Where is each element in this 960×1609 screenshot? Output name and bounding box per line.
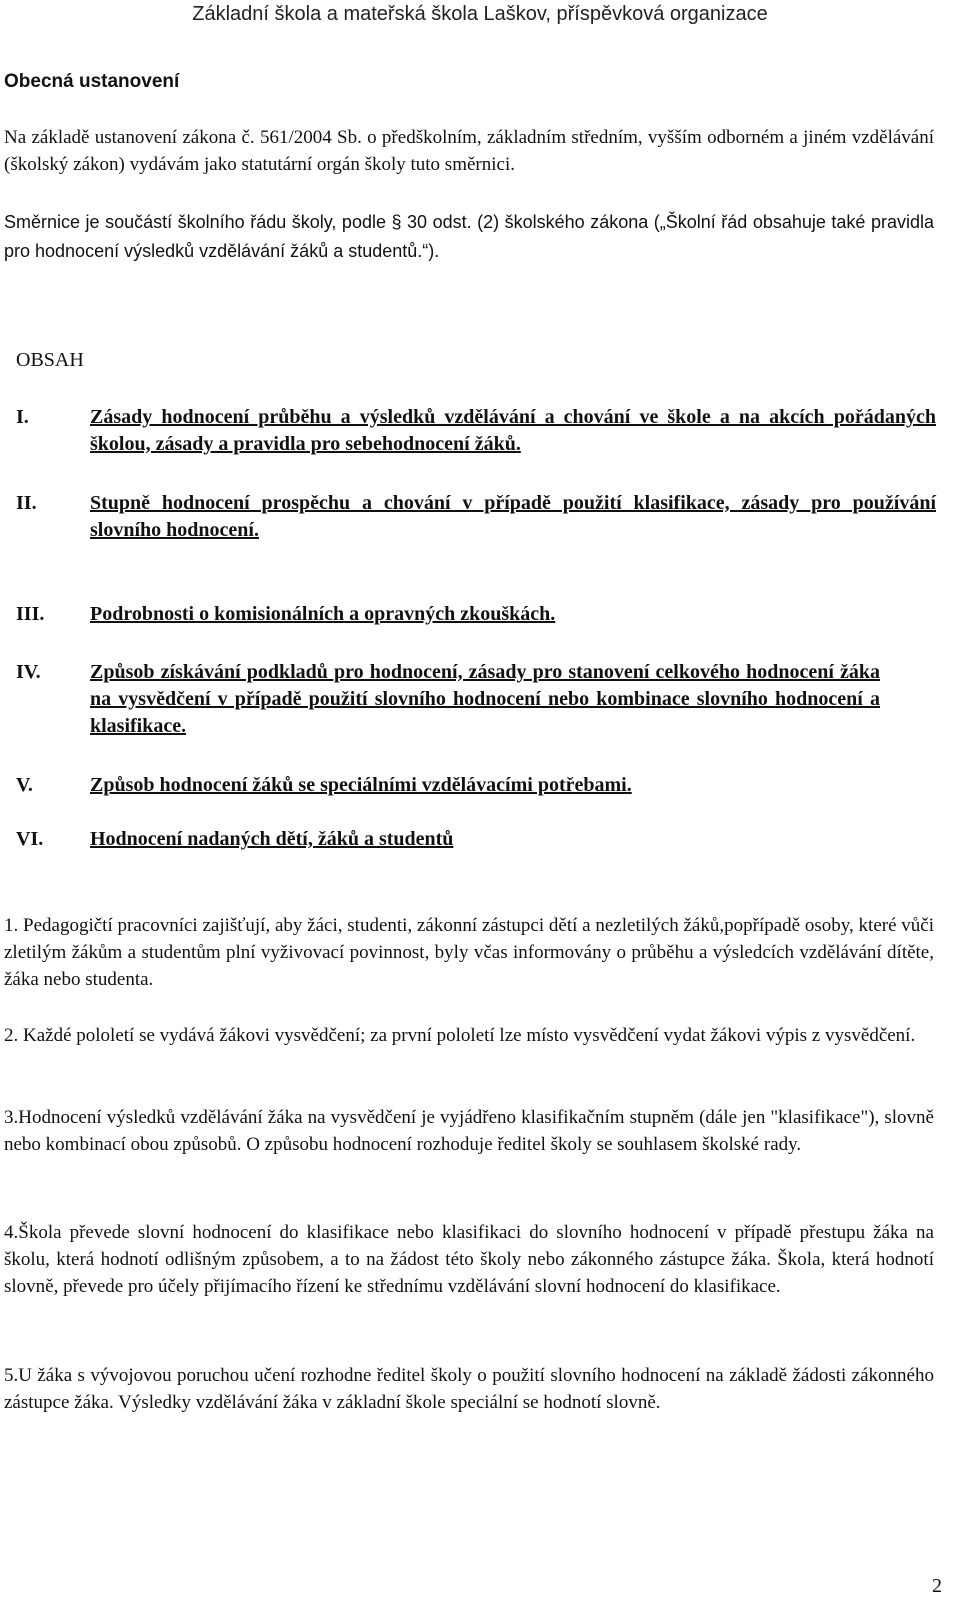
page-header-school-name: Základní škola a mateřská škola Laškov, příspěvková organizace <box>192 3 768 25</box>
toc-item-number: V. <box>16 774 33 796</box>
intro-paragraph-2: Směrnice je součástí školního řádu školy, podle § 30 odst. (2) školského zákona („Školní řád obsahuje také pravidla pro hodnocení výsledků vzdělávání žáků a studentů.“). <box>4 212 934 261</box>
toc-title: OBSAH <box>16 349 84 371</box>
toc-item-text: Hodnocení nadaných dětí, žáků a studentů <box>90 828 454 850</box>
rule-paragraph-1: 1. Pedagogičtí pracovníci zajišťují, aby žáci, studenti, zákonní zástupci dětí a nezletilých žáků,popřípadě osoby, které vůči zletilým žákům a studentům plní vyživovací povinnost, byly včas informovány o průběhu a výsledcích vzdělávání dítěte, žáka nebo studenta. <box>4 915 934 990</box>
rule-paragraph-2: 2. Každé pololetí se vydává žákovi vysvědčení; za první pololetí lze místo vysvědčení vydat žákovi výpis z vysvědčení. <box>4 1025 916 1046</box>
toc-item-text: Podrobnosti o komisionálních a opravných zkouškách. <box>90 603 556 625</box>
toc-item-text: Zásady hodnocení průběhu a výsledků vzdělávání a chování ve škole a na akcích pořádaných školou, zásady a pravidla pro sebehodnocení žáků. <box>90 406 936 455</box>
rule-paragraph-4: 4.Škola převede slovní hodnocení do klasifikace nebo klasifikaci do slovního hodnocení v případě přestupu žáka na školu, která hodnotí odlišným způsobem, a to na žádost této školy nebo zákonného zástupce žáka. Škola, která hodnotí slovně, převede pro účely přijímacího řízení ke střednímu vzdělávání slovní hodnocení do klasifikace. <box>4 1222 934 1297</box>
toc-item-text: Způsob hodnocení žáků se speciálními vzdělávacími potřebami. <box>90 774 632 796</box>
intro-paragraph-1: Na základě ustanovení zákona č. 561/2004 Sb. o předškolním, základním středním, vyšším odborném a jiném vzdělávání (školský zákon) vydávám jako statutární orgán školy tuto směrnici. <box>4 127 934 175</box>
toc-item-number: IV. <box>16 661 41 683</box>
toc-item-number: I. <box>16 406 29 428</box>
rule-paragraph-5: 5.U žáka s vývojovou poruchou učení rozhodne ředitel školy o použití slovního hodnocení na základě žádosti zákonného zástupce žáka. Výsledky vzdělávání žáka v základní škole speciální se hodnotí slovně. <box>4 1365 934 1413</box>
page-number: 2 <box>932 1575 942 1597</box>
toc-item-text: Stupně hodnocení prospěchu a chování v případě použití klasifikace, zásady pro používání slovního hodnocení. <box>90 492 936 541</box>
section-heading: Obecná ustanovení <box>4 71 180 92</box>
toc-item-text: Způsob získávání podkladů pro hodnocení, zásady pro stanovení celkového hodnocení žáka na vysvědčení v případě použití slovního hodnocení nebo kombinace slovního hodnocení a klasifikace. <box>90 661 880 737</box>
toc-item-number: III. <box>16 603 45 625</box>
rule-paragraph-3: 3.Hodnocení výsledků vzdělávání žáka na vysvědčení je vyjádřeno klasifikačním stupněm (dále jen "klasifikace"), slovně nebo kombinací obou způsobů. O způsobu hodnocení rozhoduje ředitel školy se souhlasem školské rady. <box>4 1107 934 1155</box>
toc-item-number: II. <box>16 492 37 514</box>
toc-item-number: VI. <box>16 828 44 850</box>
